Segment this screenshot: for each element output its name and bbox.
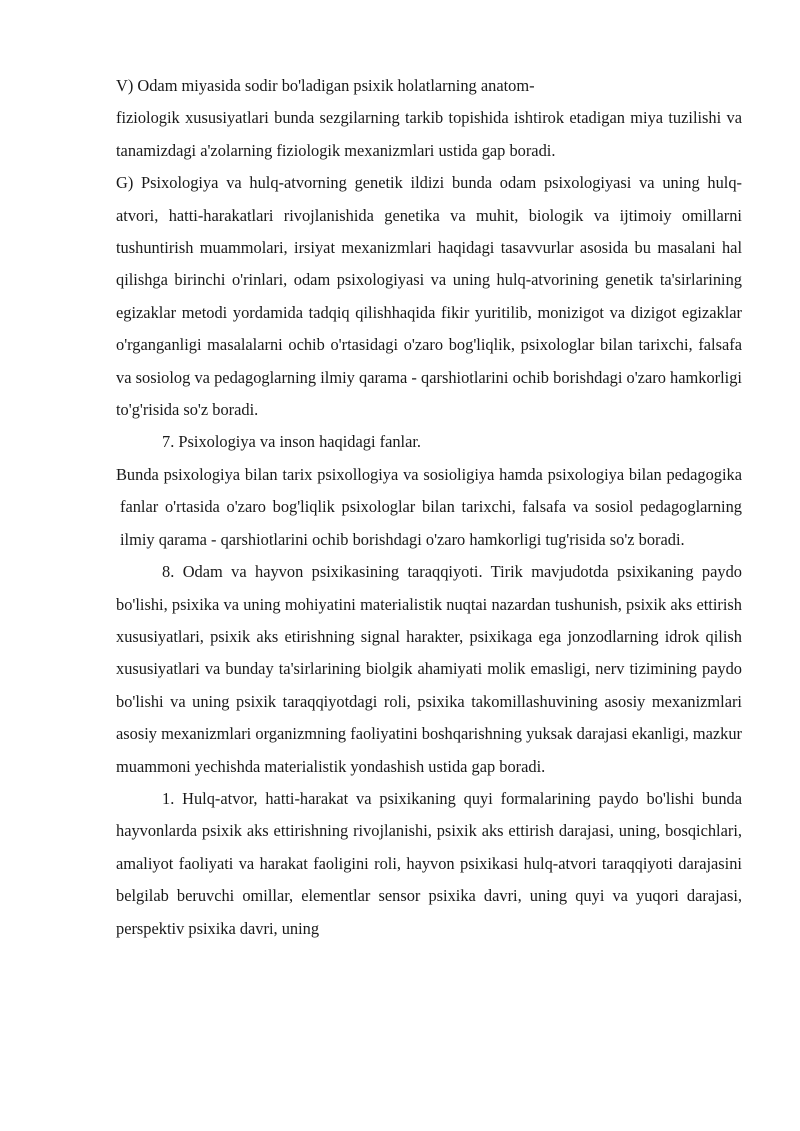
section-7-body: Bunda psixologiya bilan tarix psixollogiya va sosioligiya hamda psixologiya bilan pedagogika fanlar o'rtasida o'zaro bog'liqlik psixologlar bilan tarixchi, falsafa va sosiol pedagoglarning ilmiy qarama - qarshiotlarini ochib borishdagi o'zaro hamkorligi tug'risida so'z boradi. [116, 464, 742, 549]
document-page [116, 70, 742, 945]
paragraph-g: G) Psixologiya va hulq-atvorning genetik ildizi bunda odam psixologiyasi va uning hulq-atvori, hatti-harakatlari rivojlanishida genetika va muhit, biologik va ijtimoiy omillarni tushuntirish muammolari, irsiyat mexanizmlari haqidagi tasavvurlar asosida bu masalani hal qilishga birinchi o'rinlari, odam psixologiyasi va uning hulq-atvorining genetik ta'sirlarining egizaklar metodi yordamida tadqiq qilishhaqida fikir yuritilib, monizigot va dizigot egizaklar o'rganganligi masalalarni ochib o'rtasidagi o'zaro bog'liqlik, psixologlar bilan tarixchi, falsafa va sosiolog va pedagoglarning ilmiy qarama - qarshiotlarini ochib borishdagi o'zaro hamkorligi to'g'risida so'z boradi. [116, 173, 742, 420]
section-8-paragraph: 8. Odam va hayvon psixikasining taraqqiyoti. Tirik mavjudotda psixikaning paydo bo'lishi, psixika va uning mohiyatini materialistik nuqtai nazardan tushunish, psixik aks ettirish xususiyatlari, psixik aks etirishning signal harakter, psixikaga ega jonzodlarning idrok qilish xususiyatlari va bunday ta'sirlarining biolgik ahamiyati molik emasligi, nerv tizimining paydo bo'lishi va uning psixik taraqqiyotdagi roli, psixika takomillashuvining asosiy mexanizmlari asosiy mexanizmlari organizmning faoliyatini boshqarishning yuksak darajasi ekanligi, mazkur muammoni yechishda materialistik yondashish ustida gap boradi. [116, 562, 742, 776]
section-7-title: 7. Psixologiya va inson haqidagi fanlar. [162, 432, 422, 452]
paragraph-v-heading: V) Odam miyasida sodir bo'ladigan psixik holatlarning anatom- [116, 76, 535, 95]
paragraph-v-body: fiziologik xususiyatlari bunda sezgilarning tarkib topishida ishtirok etadigan miya tuzilishi va tanamizdagi a'zolarning fiziologik mexanizmlari ustida gap boradi. [116, 108, 742, 160]
section-1-paragraph: 1. Hulq-atvor, hatti-harakat va psixikaning quyi formalarining paydo bo'lishi bunda hayvonlarda psixik aks ettirishning rivojlanishi, psixik aks ettirish darajasi, uning, bosqichlari, amaliyot faoliyati va harakat faoligini roli, hayvon psixikasi hulq-atvori taraqqiyoti darajasini belgilab beruvchi omillar, elementlar sensor psixika davri, uning quyi va yuqori darajasi, perspektiv psixika davri, uning [116, 788, 742, 938]
